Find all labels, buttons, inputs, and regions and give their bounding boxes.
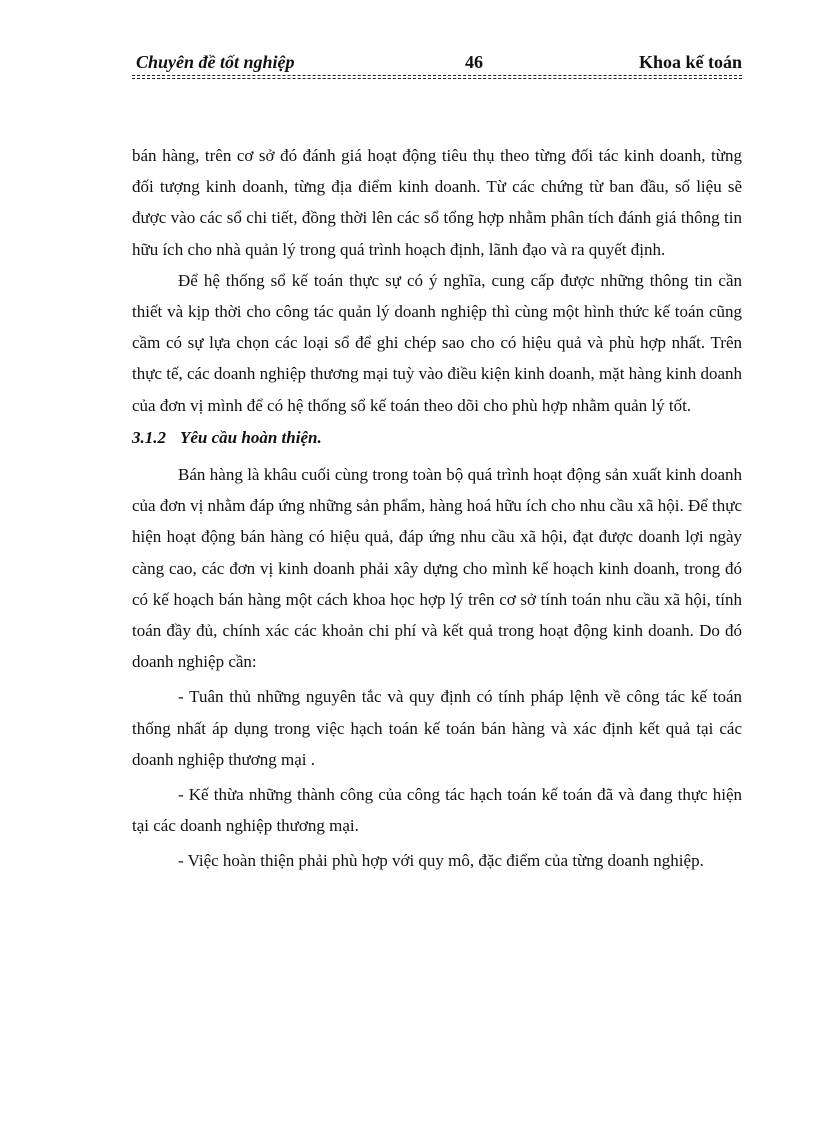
paragraph-1: bán hàng, trên cơ sở đó đánh giá hoạt động tiêu thụ theo từng đối tác kinh doanh, từng đối tượng kinh doanh, từng địa điểm kinh doanh. Từ các chứng từ ban đầu, số liệu sẽ được vào các sổ chi tiết, đồng thời lên các sổ tổng hợp nhằm phân tích đánh giá thông tin hữu ích cho nhà quản lý trong quá trình hoạch định, lãnh đạo và ra quyết định.	[132, 146, 742, 259]
paragraph-3: Bán hàng là khâu cuối cùng trong toàn bộ quá trình hoạt động sản xuất kinh doanh của đơn vị nhằm đáp ứng những sản phẩm, hàng hoá hữu ích cho nhu cầu xã hội. Để thực hiện hoạt động bán hàng có hiệu quả, đáp ứng nhu cầu xã hội, đạt được doanh lợi ngày càng cao, các đơn vị kinh doanh phải xây dựng cho mình kế hoạch kinh doanh, trong đó có kế hoạch bán hàng một cách khoa học hợp lý trên cơ sở tính toán nhu cầu xã hội, tính toán đầy đủ, chính xác các khoản chi phí và kết quả trong hoạt động kinh doanh. Do đó doanh nghiệp cần:	[132, 465, 743, 672]
section-heading	[132, 422, 742, 453]
list-item-2: - Kế thừa những thành công của công tác hạch toán kế toán đã và đang thực hiện tại các doanh nghiệp thương mại.	[132, 785, 742, 836]
header-department: Khoa kế toán	[638, 52, 742, 72]
list-item-3: - Việc hoàn thiện phải phù hợp với quy mô, đặc điểm của từng doanh nghiệp.	[178, 851, 704, 871]
list-item-1: - Tuân thủ những nguyên tắc và quy định có tính pháp lệnh về công tác kế toán thống nhất áp dụng trong việc hạch toán kế toán bán hàng và xác định kết quả tại các doanh nghiệp thương mại .	[132, 687, 742, 769]
section-title: Yêu cầu hoàn thiện.	[180, 427, 322, 447]
page-number: 46	[465, 52, 483, 72]
header-divider-top	[132, 75, 742, 76]
header-title: Chuyên đề tốt nghiệp	[136, 52, 295, 72]
section-number: 3.1.2	[132, 427, 166, 447]
page-header	[132, 52, 742, 76]
document-body	[132, 140, 742, 877]
paragraph-2: Để hệ thống sổ kế toán thực sự có ý nghĩa, cung cấp được những thông tin cần thiết và kịp thời cho công tác quản lý doanh nghiệp thì cùng một hình thức kế toán cũng cầm có sự lựa chọn các loại sổ để ghi chép sao cho có hiệu quả và phù hợp nhất. Trên thực tế, các doanh nghiệp thương mại tuỳ vào điều kiện kinh doanh, mặt hàng kinh doanh của đơn vị mình để có hệ thống sổ kế toán theo dõi cho phù hợp nhằm quản lý tốt.	[132, 270, 742, 415]
header-divider-bottom	[132, 78, 742, 79]
